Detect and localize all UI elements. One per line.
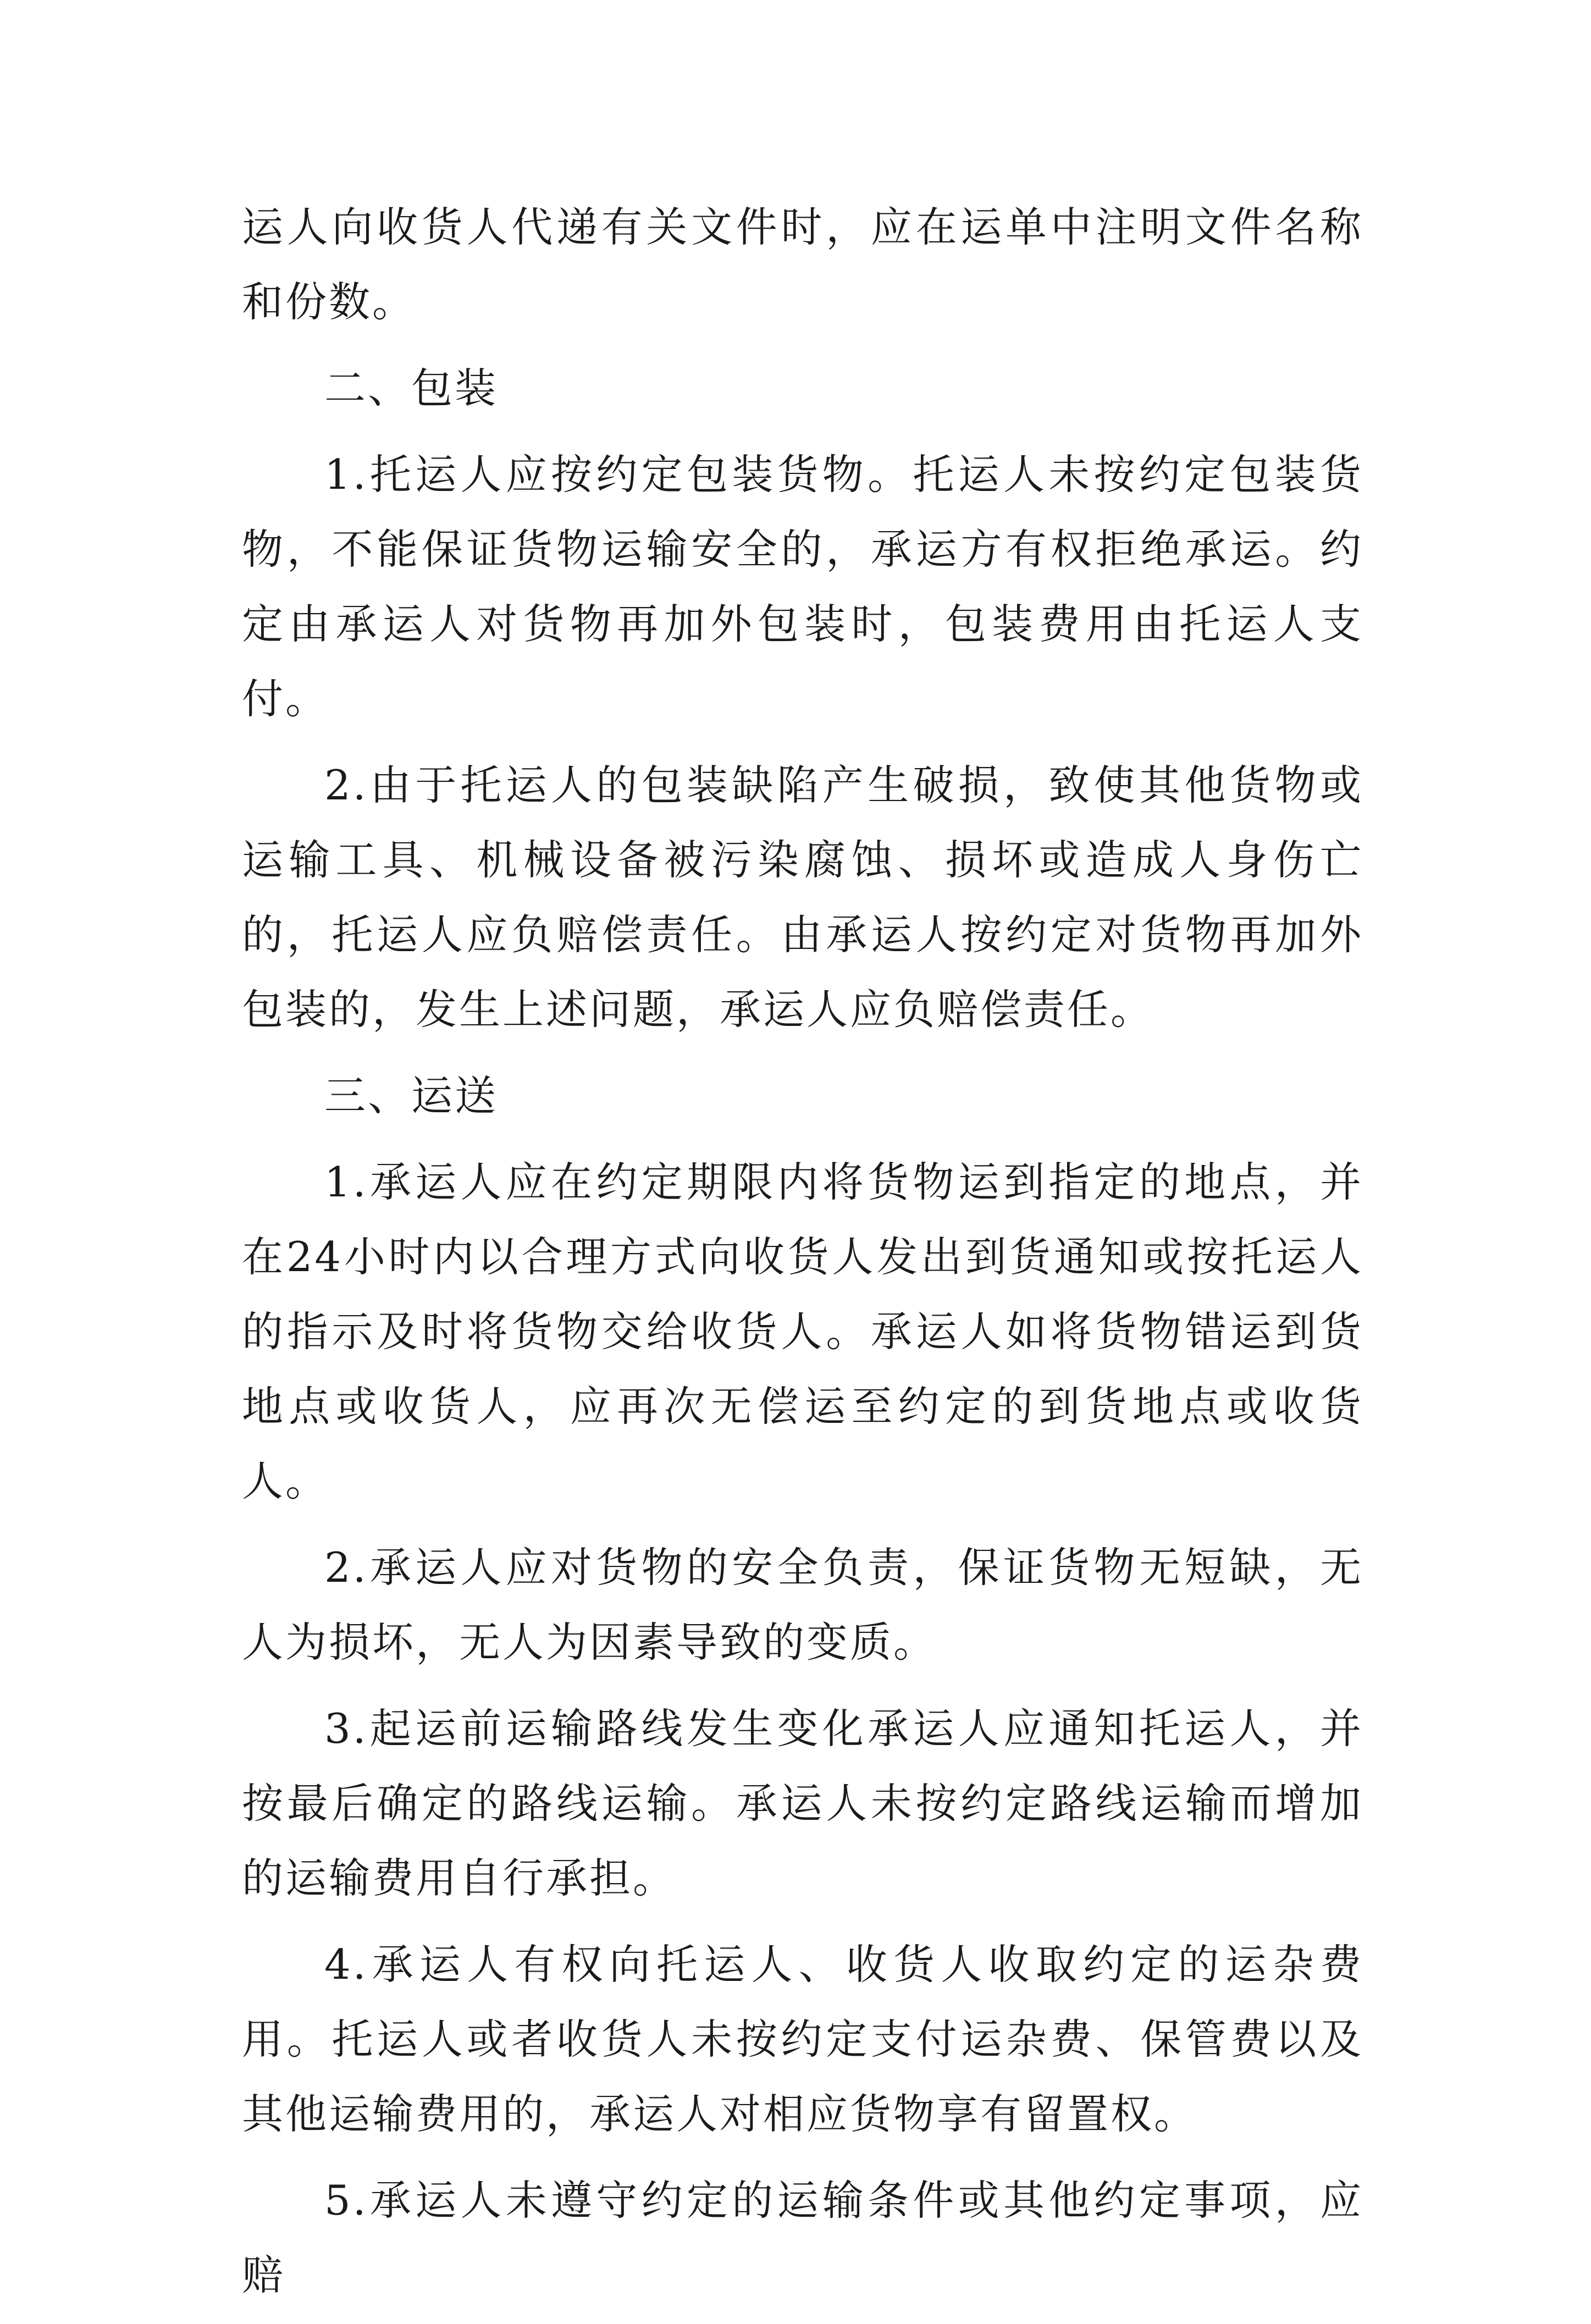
clause-transport-1: 1.承运人应在约定期限内将货物运到指定的地点，并在24小时内以合理方式向收货人发出到货通知或按托运人的指示及时将货物交给收货人。承运人如将货物错运到货地点或收货人，应再次无偿运至约定的到货地点或收货人。: [242, 1158, 1363, 1505]
clause-transport-2: 2.承运人应对货物的安全负责，保证货物无短缺，无人为损坏，无人为因素导致的变质。: [242, 1543, 1363, 1666]
clause-packaging-2: 2.由于托运人的包装缺陷产生破损，致使其他货物或运输工具、机械设备被污染腐蚀、损坏或造成人身伤亡的，托运人应负赔偿责任。由承运人按约定对货物再加外包装的，发生上述问题，承运人应负赔偿责任。: [242, 761, 1363, 1034]
section-heading-packaging: 二、包装: [324, 364, 499, 412]
paragraph-continuation: 运人向收货人代递有关文件时，应在运单中注明文件名称和份数。: [242, 203, 1363, 326]
clause-transport-3: 3.起运前运输路线发生变化承运人应通知托运人，并按最后确定的路线运输。承运人未按约定路线运输而增加的运输费用自行承担。: [242, 1704, 1363, 1902]
section-heading-transport: 三、运送: [324, 1072, 499, 1120]
clause-transport-5: 5.承运人未遵守约定的运输条件或其他约定事项，应赔: [242, 2176, 1363, 2299]
clause-packaging-1: 1.托运人应按约定包装货物。托运人未按约定包装货物，不能保证货物运输安全的，承运方有权拒绝承运。约定由承运人对货物再加外包装时，包装费用由托运人支付。: [242, 450, 1363, 723]
document-body: [242, 190, 1363, 2324]
clause-transport-4: 4.承运人有权向托运人、收货人收取约定的运杂费用。托运人或者收货人未按约定支付运杂费、保管费以及其他运输费用的，承运人对相应货物享有留置权。: [242, 1940, 1363, 2138]
